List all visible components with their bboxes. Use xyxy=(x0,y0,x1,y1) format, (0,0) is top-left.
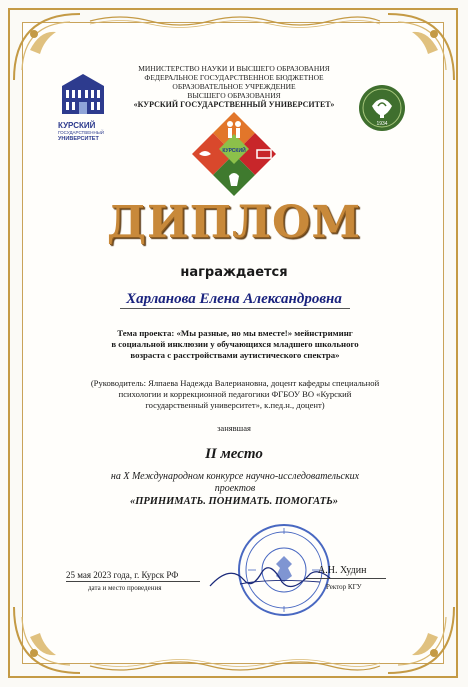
header-line: МИНИСТЕРСТВО НАУКИ И ВЫСШЕГО ОБРАЗОВАНИЯ xyxy=(138,64,330,73)
topic-line: в социальной инклюзии у обучающихся младшего школьного xyxy=(111,339,359,349)
rector-name: А.Н. Худин xyxy=(318,565,367,576)
corner-ornament-bottom-left xyxy=(10,591,96,677)
header-line: ВЫСШЕГО ОБРАЗОВАНИЯ xyxy=(187,91,281,100)
contest-motto: «ПРИНИМАТЬ. ПОНИМАТЬ. ПОМОГАТЬ» xyxy=(129,496,339,507)
logo-text-line2: ГОСУДАРСТВЕННЫЙ xyxy=(58,130,105,135)
signature-line xyxy=(306,578,386,579)
rector-title: Ректор КГУ xyxy=(326,583,362,591)
supervisor-line: государственный университет», к.пед.н., доцент) xyxy=(145,400,325,410)
header-text xyxy=(108,64,360,109)
contest-name xyxy=(60,471,410,495)
date-underline xyxy=(66,581,200,582)
building-icon xyxy=(58,72,108,116)
university-logo xyxy=(58,72,108,142)
took-label: занявшая xyxy=(217,423,251,433)
round-seal-logo xyxy=(358,84,406,132)
diploma-title: ДИПЛОМ xyxy=(106,197,362,248)
header-line: ФЕДЕРАЛЬНОЕ ГОСУДАРСТВЕННОЕ БЮДЖЕТНОЕ xyxy=(144,73,324,82)
logo-text-line3: УНИВЕРСИТЕТ xyxy=(58,136,99,142)
contest-line: на X Международном конкурсе научно-исследовательских xyxy=(110,471,360,482)
supervisor-line: (Руководитель: Ялпаева Надежда Валериановна, доцент кафедры специальной xyxy=(90,378,380,388)
contest-line: проектов xyxy=(214,483,256,494)
recipient-name: Харланова Елена Александровна xyxy=(126,291,342,307)
project-topic xyxy=(60,328,410,361)
logo-text-line1: КУРСКИЙ xyxy=(58,121,96,130)
seal-year: 1934 xyxy=(376,121,388,127)
event-date: 25 мая 2023 года, г. Курск РФ xyxy=(66,570,179,580)
supervisor-line: психологии и коррекционной педагогики ФГБОУ ВО «Курский xyxy=(118,389,352,399)
supervisor-info xyxy=(56,378,414,411)
awarded-label: награждается xyxy=(180,265,288,280)
date-caption: дата и место проведения xyxy=(88,584,162,592)
recipient-underline xyxy=(120,308,350,309)
place-award: II место xyxy=(205,446,263,462)
topic-line: Тема проекта: «Мы разные, но мы вместе!» мейнстриминг xyxy=(117,328,353,338)
topic-line: возраста с расстройствами аутистического спектра» xyxy=(130,350,340,360)
header-line: ОБРАЗОВАТЕЛЬНОЕ УЧРЕЖДЕНИЕ xyxy=(172,82,296,91)
corner-ornament-bottom-right xyxy=(372,591,458,677)
university-name: «КУРСКИЙ ГОСУДАРСТВЕННЫЙ УНИВЕРСИТЕТ» xyxy=(133,100,335,109)
emblem-label: КУРСКИЙ xyxy=(222,148,246,154)
project-emblem xyxy=(191,110,277,200)
